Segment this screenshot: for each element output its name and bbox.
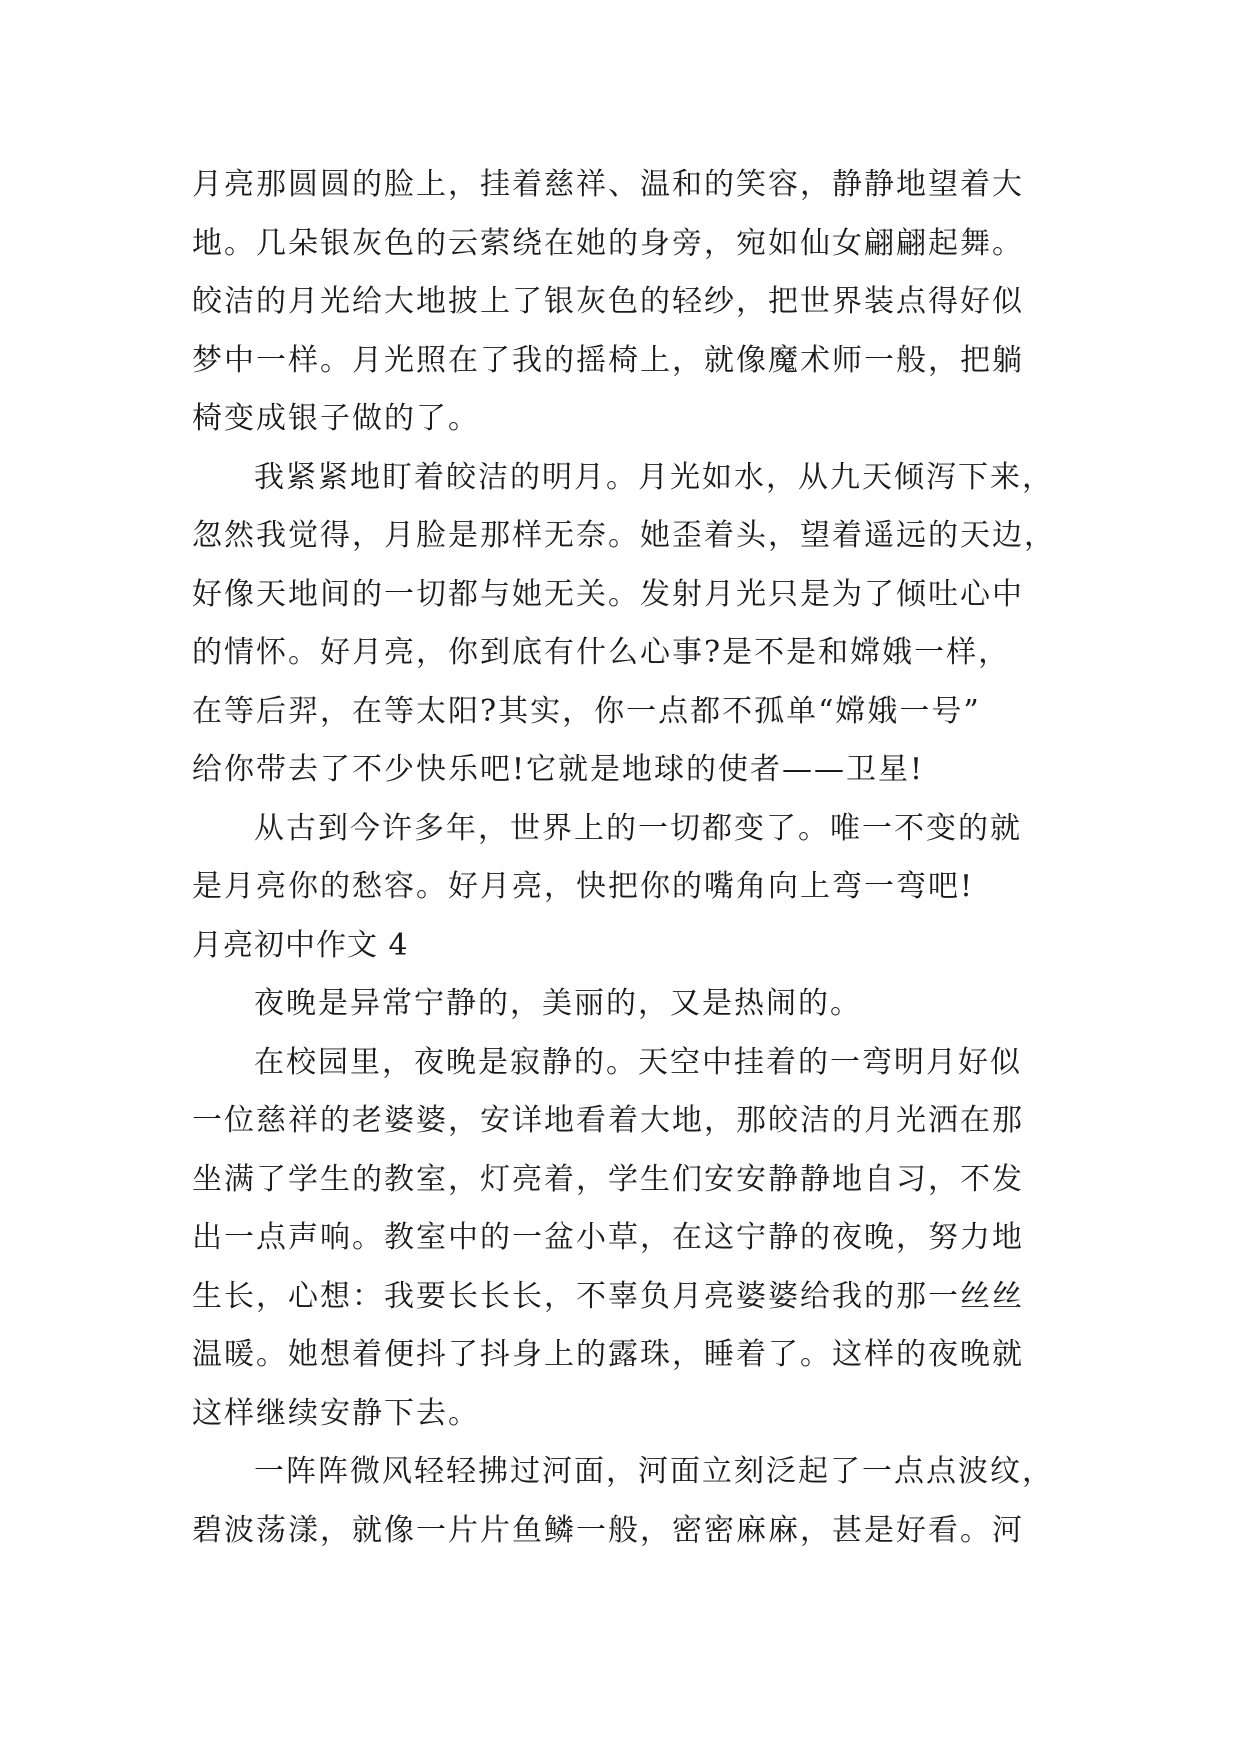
text-line: 生长，心想：我要长长长，不辜负月亮婆婆给我的那一丝丝: [192, 1278, 1024, 1314]
text-line: 坐满了学生的教室，灯亮着，学生们安安静静地自习，不发: [192, 1161, 1024, 1197]
text-line: 这样继续安静下去。: [192, 1395, 480, 1431]
text-line: 在等后羿，在等太阳?其实，你一点都不孤单“嫦娥一号”: [192, 693, 981, 729]
text-line: 梦中一样。月光照在了我的摇椅上，就像魔术师一般，把躺: [192, 342, 1024, 378]
text-line: 我紧紧地盯着皎洁的明月。月光如水，从九天倾泻下来，: [254, 459, 1054, 495]
text-line: 好像天地间的一切都与她无关。发射月光只是为了倾吐心中: [192, 576, 1024, 612]
text-line: 夜晚是异常宁静的，美丽的，又是热闹的。: [254, 986, 862, 1021]
text-line: 是月亮你的愁容。好月亮，快把你的嘴角向上弯一弯吧!: [192, 869, 975, 904]
text-line: 给你带去了不少快乐吧!它就是地球的使者——卫星!: [192, 752, 925, 787]
section-heading: 月亮初中作文 4: [192, 927, 409, 963]
text-line: 碧波荡漾，就像一片片鱼鳞一般，密密麻麻，甚是好看。河: [192, 1512, 1024, 1548]
text-line: 出一点声响。教室中的一盆小草，在这宁静的夜晚，努力地: [192, 1220, 1024, 1255]
essay-text: [192, 156, 1062, 1560]
text-line: 的情怀。好月亮，你到底有什么心事?是不是和嫦娥一样，: [192, 635, 1011, 670]
text-line: 从古到今许多年，世界上的一切都变了。唯一不变的就: [254, 810, 1022, 846]
text-line: 一位慈祥的老婆婆，安详地看着大地，那皎洁的月光洒在那: [192, 1103, 1024, 1138]
text-line: 皎洁的月光给大地披上了银灰色的轻纱，把世界装点得好似: [192, 284, 1024, 319]
text-line: 椅变成银子做的了。: [192, 401, 480, 436]
text-line: 月亮那圆圆的脸上，挂着慈祥、温和的笑容，静静地望着大: [192, 167, 1024, 202]
text-line: 地。几朵银灰色的云萦绕在她的身旁，宛如仙女翩翩起舞。: [192, 225, 1024, 261]
text-line: 忽然我觉得，月脸是那样无奈。她歪着头，望着遥远的天边，: [192, 518, 1056, 553]
text-line: 温暖。她想着便抖了抖身上的露珠，睡着了。这样的夜晚就: [192, 1337, 1024, 1372]
text-line: 在校园里，夜晚是寂静的。天空中挂着的一弯明月好似: [254, 1044, 1022, 1080]
text-line: 一阵阵微风轻轻拂过河面，河面立刻泛起了一点点波纹，: [254, 1454, 1054, 1489]
